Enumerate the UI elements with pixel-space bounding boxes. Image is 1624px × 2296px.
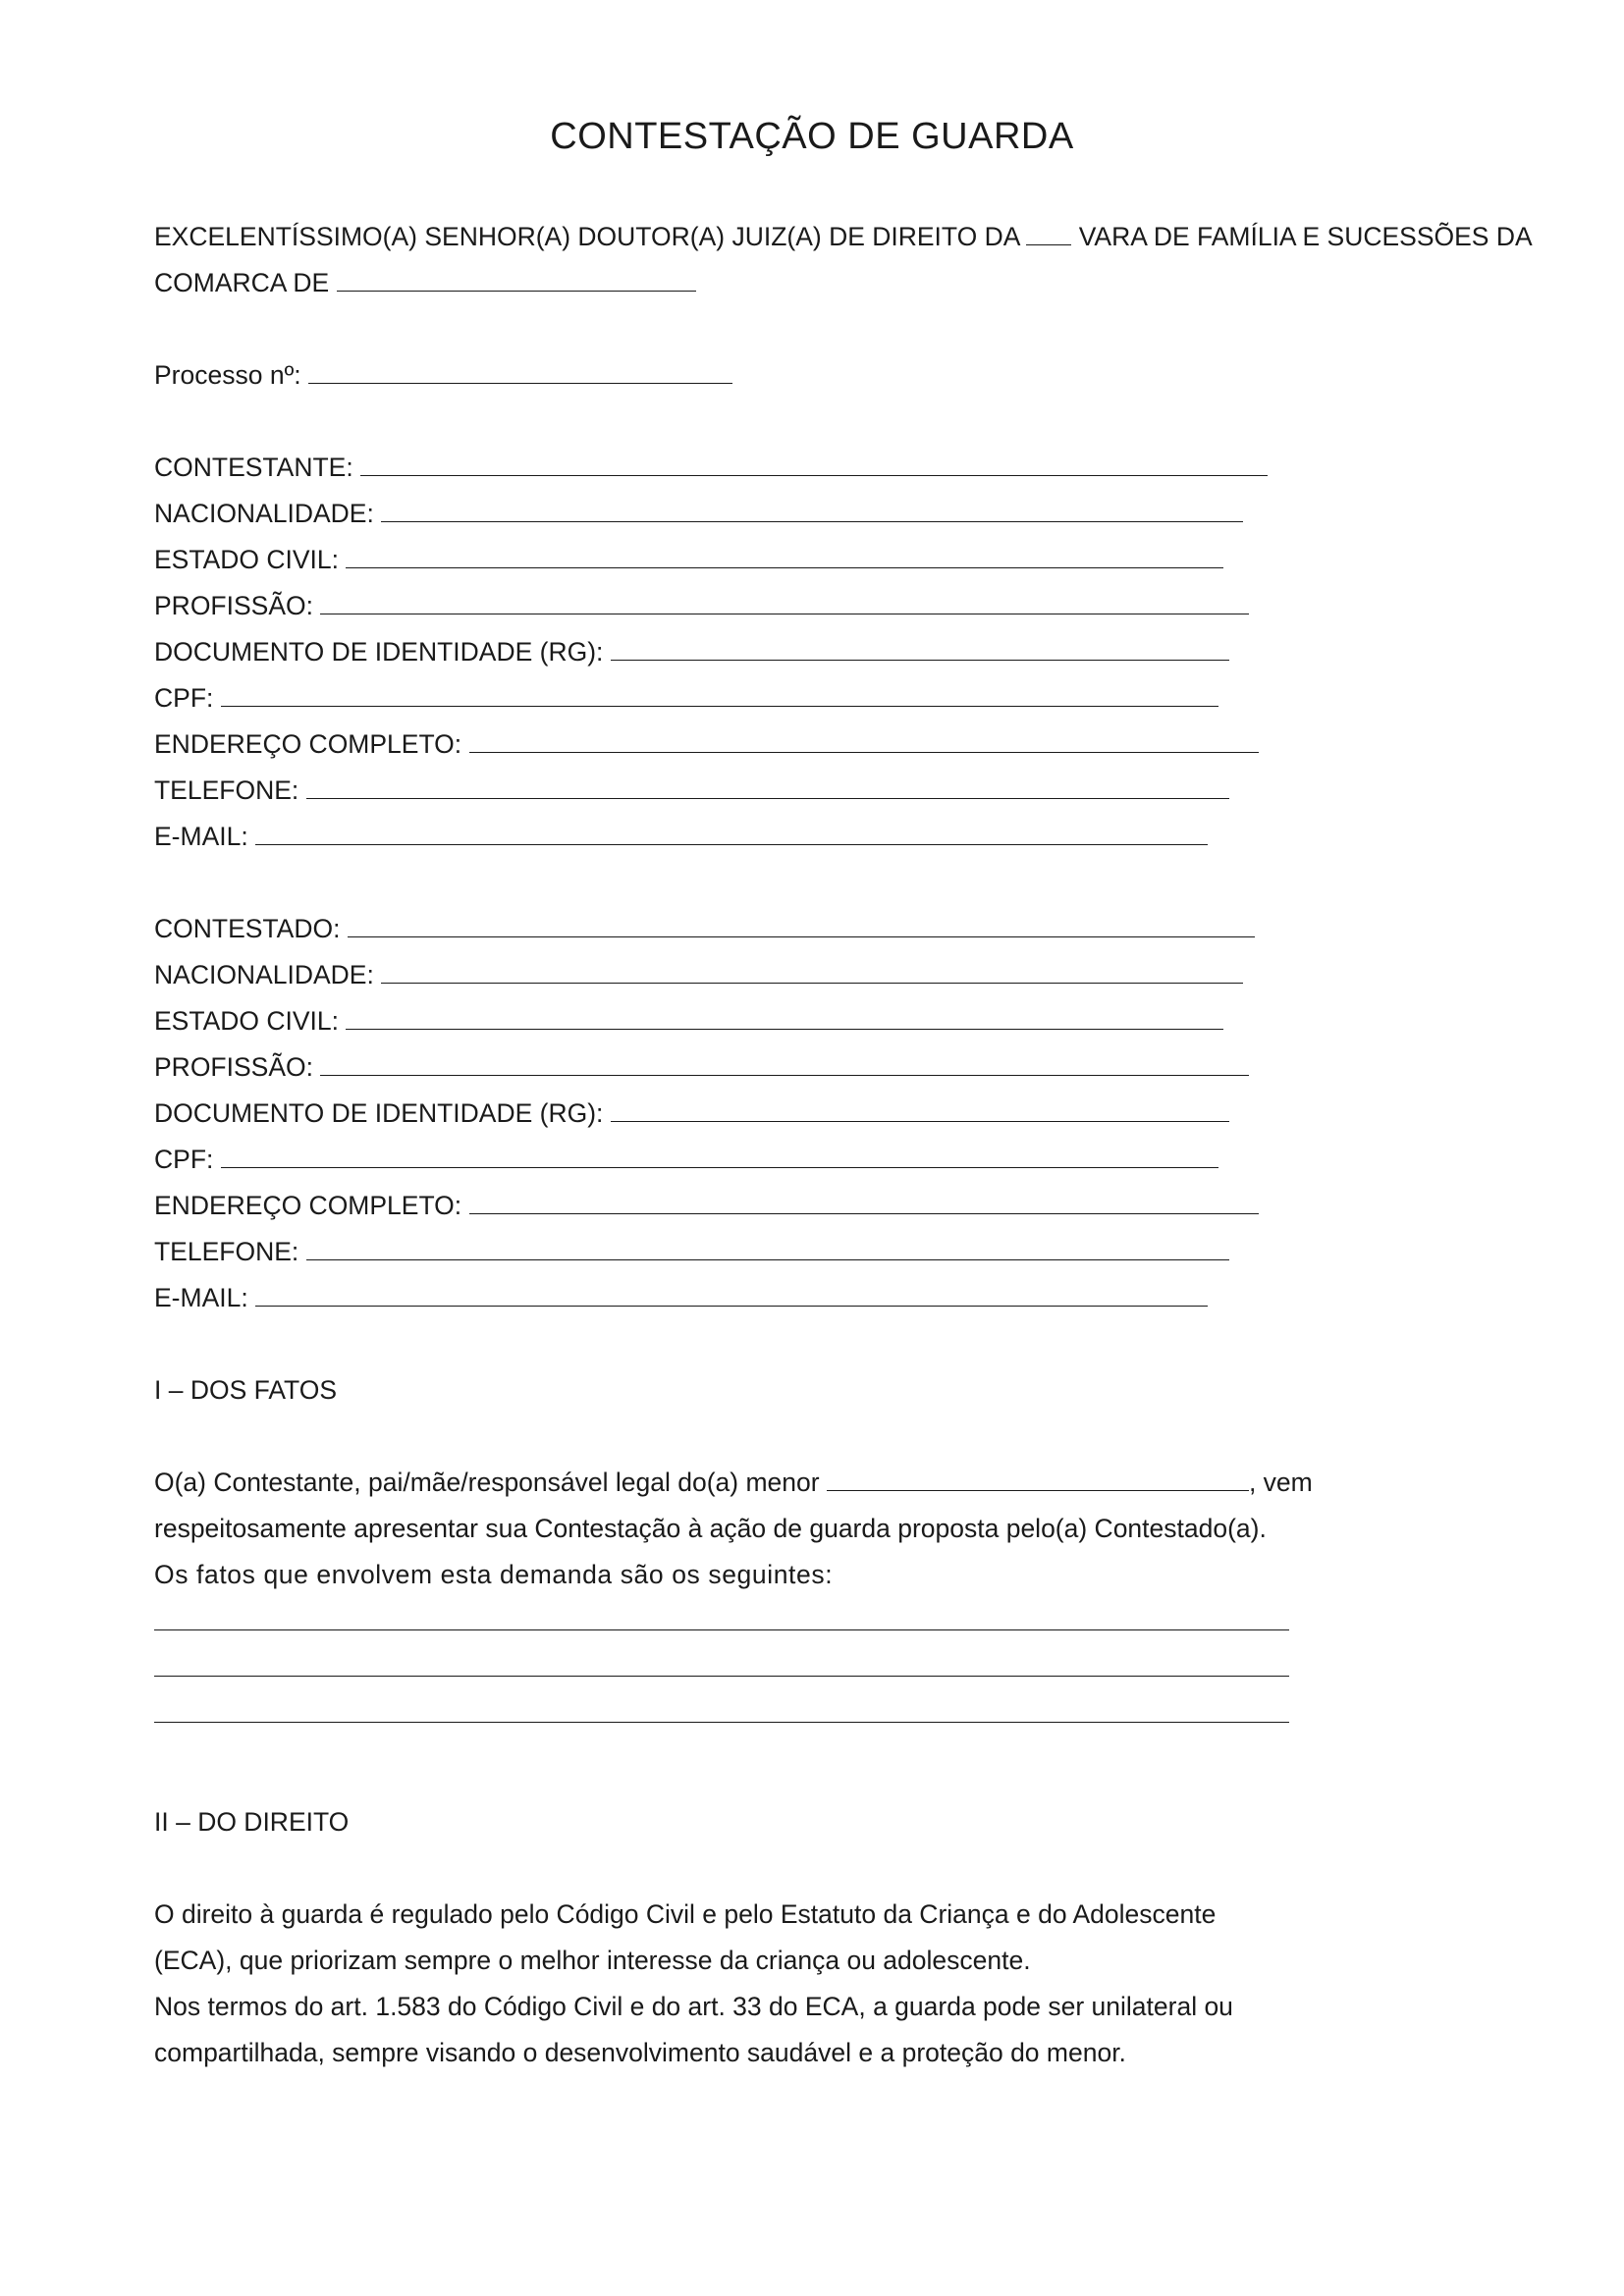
direito-paragraph-line-4: compartilhada, sempre visando o desenvolvimento saudável e a proteção do menor. <box>154 2038 1126 2067</box>
contestante-telefone-line <box>154 768 1617 814</box>
document-title: CONTESTAÇÃO DE GUARDA <box>550 116 1074 157</box>
field-label: PROFISSÃO: <box>154 591 313 620</box>
contestado-name-line <box>154 906 1617 952</box>
field-label: CPF: <box>154 683 214 713</box>
field-label: E-MAIL: <box>154 822 248 851</box>
field-label: ENDEREÇO COMPLETO: <box>154 729 462 759</box>
contestado-endereco-blank[interactable] <box>469 1190 1259 1214</box>
section-heading: I – DOS FATOS <box>154 1375 338 1405</box>
court-address-line-1 <box>154 214 1617 260</box>
processo-blank[interactable] <box>308 359 732 384</box>
document-body <box>154 214 1617 2076</box>
contestante-name-line <box>154 445 1617 491</box>
field-label: NACIONALIDADE: <box>154 499 374 528</box>
contestado-nacionalidade-line <box>154 952 1617 998</box>
section-dos-fatos <box>154 1367 1617 1736</box>
vara-number-blank[interactable] <box>1026 221 1071 245</box>
contestante-profissao-blank[interactable] <box>320 590 1249 614</box>
processo-label: Processo nº: <box>154 360 301 390</box>
contestante-estado-civil-line <box>154 537 1617 583</box>
processo-line <box>154 352 1617 399</box>
field-label: ESTADO CIVIL: <box>154 1006 339 1036</box>
spacer <box>154 399 1617 445</box>
blank-rule <box>154 1676 1289 1677</box>
fatos-paragraph-line-1 <box>154 1460 1617 1506</box>
contestado-endereco-line <box>154 1183 1617 1229</box>
direito-paragraph-line-3: Nos termos do art. 1.583 do Código Civil e do art. 33 do ECA, a guarda pode ser unilateral ou <box>154 1992 1233 2021</box>
fatos-blank-line[interactable] <box>154 1690 1617 1736</box>
contestado-email-blank[interactable] <box>255 1282 1208 1307</box>
court-address-prefix: EXCELENTÍSSIMO(A) SENHOR(A) DOUTOR(A) JUIZ(A) DE DIREITO DA <box>154 222 1019 251</box>
fatos-text: O(a) Contestante, pai/mãe/responsável legal do(a) menor <box>154 1468 820 1497</box>
contestante-email-blank[interactable] <box>255 821 1208 845</box>
contestado-nacionalidade-blank[interactable] <box>381 959 1243 984</box>
field-label: CONTESTADO: <box>154 914 341 943</box>
field-label: DOCUMENTO DE IDENTIDADE (RG): <box>154 637 604 667</box>
contestante-endereco-line <box>154 721 1617 768</box>
contestado-cpf-blank[interactable] <box>221 1144 1218 1168</box>
section-heading: II – DO DIREITO <box>154 1807 350 1837</box>
contestado-estado-civil-line <box>154 998 1617 1044</box>
contestado-profissao-blank[interactable] <box>320 1051 1249 1076</box>
contestante-endereco-blank[interactable] <box>469 728 1259 753</box>
contestado-cpf-line <box>154 1137 1617 1183</box>
direito-paragraph-line-1: O direito à guarda é regulado pelo Código Civil e pelo Estatuto da Criança e do Adolescente <box>154 1899 1217 1929</box>
field-label: CPF: <box>154 1145 214 1174</box>
contestante-cpf-blank[interactable] <box>221 682 1218 707</box>
court-address-suffix: VARA DE FAMÍLIA E SUCESSÕES DA <box>1078 222 1533 251</box>
contestado-email-line <box>154 1275 1617 1321</box>
spacer <box>154 1845 1617 1892</box>
contestante-nacionalidade-line <box>154 491 1617 537</box>
section-do-direito <box>154 1799 1617 2076</box>
contestante-section <box>154 445 1617 860</box>
contestado-estado-civil-blank[interactable] <box>346 1005 1223 1030</box>
field-label: TELEFONE: <box>154 775 299 805</box>
contestante-rg-blank[interactable] <box>611 636 1229 661</box>
fatos-text: , vem <box>1248 1468 1313 1497</box>
spacer <box>154 306 1617 352</box>
comarca-label: COMARCA DE <box>154 268 330 297</box>
field-label: PROFISSÃO: <box>154 1052 313 1082</box>
contestante-email-line <box>154 814 1617 860</box>
contestante-telefone-blank[interactable] <box>306 774 1229 799</box>
fatos-paragraph-line-2: respeitosamente apresentar sua Contestação à ação de guarda proposta pelo(a) Contestado(a). <box>154 1514 1267 1543</box>
field-label: E-MAIL: <box>154 1283 248 1312</box>
contestante-name-blank[interactable] <box>360 452 1268 476</box>
spacer <box>154 860 1617 906</box>
field-label: TELEFONE: <box>154 1237 299 1266</box>
contestado-rg-line <box>154 1091 1617 1137</box>
contestante-estado-civil-blank[interactable] <box>346 544 1223 568</box>
comarca-blank[interactable] <box>337 267 696 292</box>
contestado-section <box>154 906 1617 1321</box>
contestado-telefone-blank[interactable] <box>306 1236 1229 1260</box>
contestado-rg-blank[interactable] <box>611 1097 1229 1122</box>
fatos-paragraph-line-3: Os fatos que envolvem esta demanda são os seguintes: <box>154 1560 834 1589</box>
direito-paragraph-line-2: (ECA), que priorizam sempre o melhor interesse da criança ou adolescente. <box>154 1946 1031 1975</box>
spacer <box>154 1321 1617 1367</box>
contestado-name-blank[interactable] <box>348 913 1255 937</box>
fatos-blank-line[interactable] <box>154 1598 1617 1644</box>
field-label: DOCUMENTO DE IDENTIDADE (RG): <box>154 1098 604 1128</box>
field-label: ESTADO CIVIL: <box>154 545 339 574</box>
contestante-rg-line <box>154 629 1617 675</box>
spacer <box>154 1736 1617 1799</box>
spacer <box>154 1414 1617 1460</box>
contestado-profissao-line <box>154 1044 1617 1091</box>
court-address-line-2 <box>154 260 1617 306</box>
contestante-nacionalidade-blank[interactable] <box>381 498 1243 522</box>
field-label: ENDEREÇO COMPLETO: <box>154 1191 462 1220</box>
field-label: CONTESTANTE: <box>154 453 353 482</box>
blank-rule <box>154 1629 1289 1630</box>
field-label: NACIONALIDADE: <box>154 960 374 989</box>
contestante-cpf-line <box>154 675 1617 721</box>
contestante-profissao-line <box>154 583 1617 629</box>
contestado-telefone-line <box>154 1229 1617 1275</box>
menor-name-blank[interactable] <box>827 1467 1249 1491</box>
fatos-blank-line[interactable] <box>154 1644 1617 1690</box>
blank-rule <box>154 1722 1289 1723</box>
